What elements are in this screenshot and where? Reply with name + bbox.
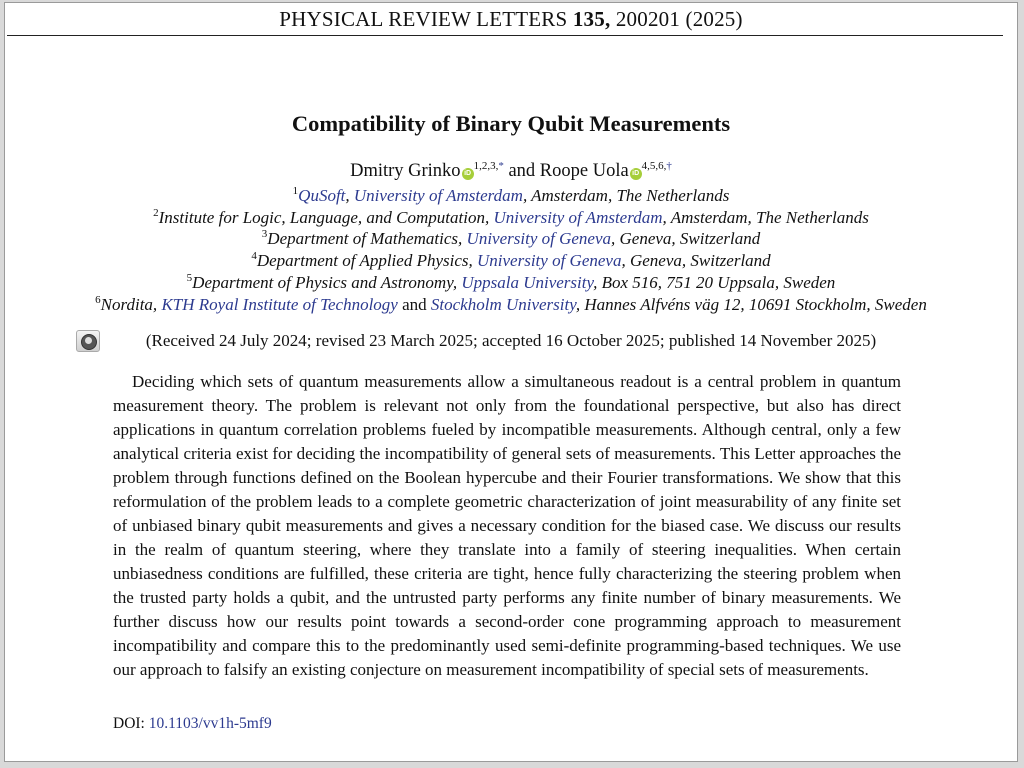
author-affil-refs: 1,2,3,* xyxy=(473,160,504,172)
doi-line xyxy=(113,715,272,733)
affiliation-link[interactable]: University of Amsterdam xyxy=(353,186,523,205)
author-conjunction: and xyxy=(508,161,536,181)
doi-link[interactable]: 10.1103/vv1h-5mf9 xyxy=(148,715,272,732)
journal-name: PHYSICAL REVIEW LETTERS xyxy=(279,7,568,31)
affiliation-2: $^2$Institute for Logic, Language, and Computation, University of Amsterdam, Amsterdam, The Netherlands xyxy=(153,206,869,227)
running-header xyxy=(5,7,1017,32)
article-number: 200201 (2025) xyxy=(615,7,743,31)
doi-label: DOI: xyxy=(113,715,145,732)
affiliation-6: $^6$Nordita, KTH Royal Institute of Technology and Stockholm University, Hannes Alfvéns väg 12, 10691 Stockholm, Sweden xyxy=(95,293,927,314)
orcid-icon[interactable]: iD xyxy=(462,168,474,180)
author-line xyxy=(5,161,1017,182)
affiliation-5: $^5$Department of Physics and Astronomy, Uppsala University, Box 516, 751 20 Uppsala, Sweden xyxy=(186,271,836,292)
affiliation-link[interactable]: University of Amsterdam xyxy=(493,207,663,227)
affiliation-link[interactable]: Uppsala University xyxy=(461,272,594,292)
affiliations xyxy=(5,185,1017,315)
affiliation-3: $^3$Department of Mathematics, University of Geneva, Geneva, Switzerland xyxy=(261,228,761,249)
affiliation-link[interactable]: QuSoft xyxy=(298,186,346,205)
affiliation-4: $^4$Department of Applied Physics, University of Geneva, Geneva, Switzerland xyxy=(251,250,771,271)
author-affil-refs: 4,5,6,† xyxy=(641,160,672,172)
affiliation-1: $^1$QuSoft, University of Amsterdam, Amsterdam, The Netherlands xyxy=(292,185,730,205)
abstract: Deciding which sets of quantum measurements allow a simultaneous readout is a central problem in quantum measurement theory. The problem is relevant not only from the foundational perspective, but also has direct applications in quantum correlation problems fueled by incompatible measurements. Although central, only a few analytical criteria exist for deciding the incompatibility of general sets of measurements. This Letter approaches the problem through functions defined on the Boolean hypercube and their Fourier transformations. We show that this reformulation of the problem leads to a complete geometric characterization of joint measurability of any finite set of unbiased binary qubit measurements and gives a necessary condition for the biased case. We discuss our results in the realm of quantum steering, where they translate into a family of steering inequalities. When certain unbiasedness conditions are fulfilled, these criteria are tight, hence fully characterizing the steering problem when the trusted party holds a qubit, and the untrusted party performs any finite number of binary measurements. We further discuss how our results point towards a second-order cone programming approach to measurement incompatibility and compare this to the predominantly used semi-definite programming-based techniques. We use our approach to falsify an existing conjecture on measurement incompatibility of special sets of measurements. xyxy=(113,372,901,679)
affiliation-link[interactable]: University of Geneva xyxy=(466,229,611,249)
footnote-link[interactable]: * xyxy=(498,160,504,172)
affiliation-link[interactable]: University of Geneva xyxy=(477,251,622,271)
affiliation-link[interactable]: Stockholm University xyxy=(430,294,576,314)
publication-dates: (Received 24 July 2024; revised 23 March 2025; accepted 16 October 2025; published 14 November 2025) xyxy=(145,331,877,350)
article-title: Compatibility of Binary Qubit Measurements xyxy=(291,111,731,136)
footnote-link[interactable]: † xyxy=(666,160,672,172)
affiliation-link[interactable]: KTH Royal Institute of Technology xyxy=(161,294,398,314)
header-rule xyxy=(7,35,1003,36)
article-page xyxy=(4,2,1018,762)
orcid-icon[interactable]: iD xyxy=(630,168,642,180)
volume: 135, xyxy=(572,7,611,31)
author-name: Roope Uola xyxy=(539,161,629,181)
author-name: Dmitry Grinko xyxy=(350,161,461,181)
